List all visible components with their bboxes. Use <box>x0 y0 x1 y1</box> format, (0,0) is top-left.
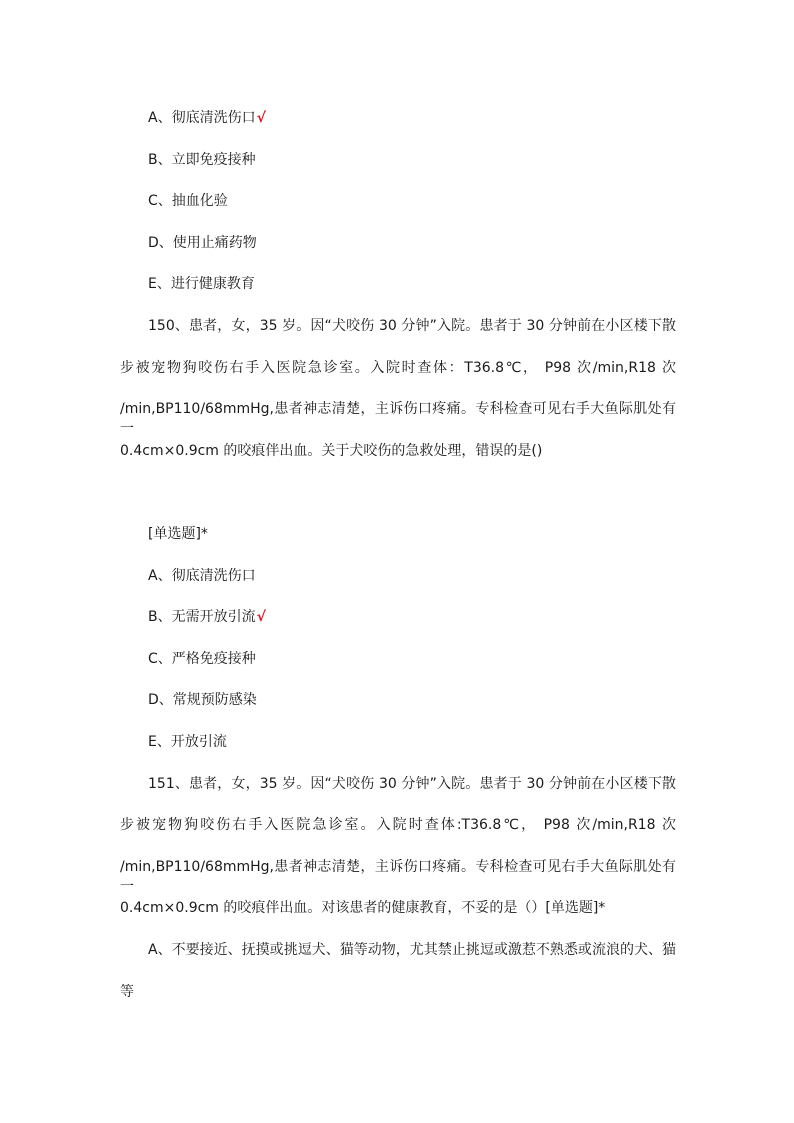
q150-option-a: A、彻底清洗伤口 <box>148 568 256 584</box>
q151-stem-line: 0.4cm×0.9cm 的咬痕伴出血。对该患者的健康教育，不妥的是（）[单选题]* <box>120 900 606 916</box>
q151-stem-line: 步被宠物狗咬伤右手入医院急诊室。入院时查体:T36.8℃， P98 次/min,R18 次 <box>120 817 676 833</box>
correct-check-icon: √ <box>256 609 266 625</box>
q149-option-e: E、进行健康教育 <box>148 276 255 292</box>
q150-stem-line: 0.4cm×0.9cm 的咬痕伴出血。关于犬咬伤的急救处理，错误的是() <box>120 443 543 459</box>
correct-check-icon: √ <box>256 110 266 126</box>
q149-option-d: D、使用止痛药物 <box>148 235 257 251</box>
q151-option-a-line: A、不要接近、抚摸或挑逗犬、猫等动物，尤其禁止挑逗或激惹不熟悉或流浪的犬、猫 <box>148 942 676 958</box>
q150-option-d: D、常规预防感染 <box>148 692 257 708</box>
q150-stem-line: 步被宠物狗咬伤右手入医院急诊室。入院时查体：T36.8℃， P98 次/min,R18 次 <box>120 360 676 376</box>
q150-type-label: [单选题]* <box>148 526 208 542</box>
q150-stem-line: /min,BP110/68mmHg,患者神志清楚，主诉伤口疼痛。专科检查可见右手大鱼际肌处有一 <box>120 401 676 437</box>
q151-option-a-line: 等 <box>120 984 134 1000</box>
q150-stem-line: 150、患者，女，35 岁。因“犬咬伤 30 分钟”入院。患者于 30 分钟前在小区楼下散 <box>148 318 676 334</box>
q149-option-a: A、彻底清洗伤口√ <box>148 110 266 126</box>
q151-stem-line: 151、患者，女，35 岁。因“犬咬伤 30 分钟”入院。患者于 30 分钟前在小区楼下散 <box>148 776 676 792</box>
q149-option-b: B、立即免疫接种 <box>148 152 256 168</box>
q150-option-c: C、严格免疫接种 <box>148 651 256 667</box>
q150-option-b: B、无需开放引流√ <box>148 609 266 625</box>
q151-stem-line: /min,BP110/68mmHg,患者神志清楚，主诉伤口疼痛。专科检查可见右手大鱼际肌处有一 <box>120 859 676 895</box>
q149-option-c: C、抽血化验 <box>148 193 228 209</box>
q150-option-e: E、开放引流 <box>148 734 227 750</box>
